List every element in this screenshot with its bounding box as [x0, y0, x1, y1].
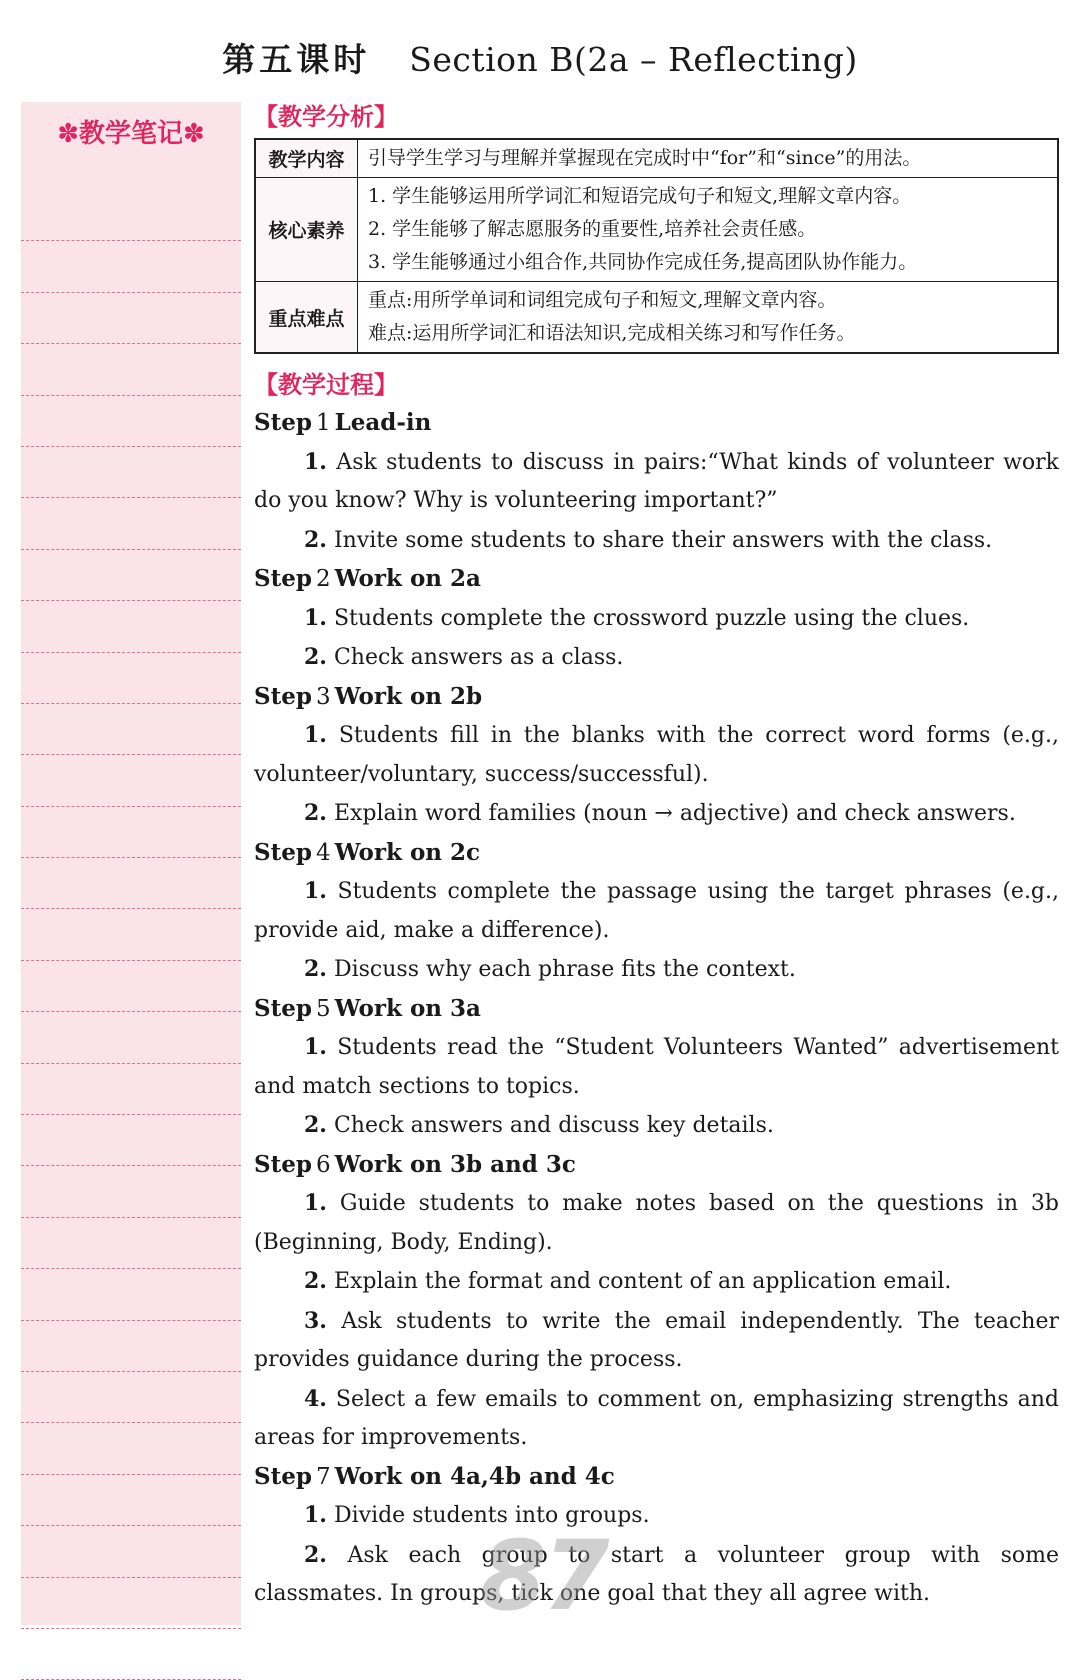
- analysis-row-label: 核心素养: [255, 178, 358, 282]
- note-line: [21, 447, 241, 498]
- note-line: [21, 755, 241, 806]
- step-item: [254, 599, 1059, 639]
- note-line: [21, 704, 241, 755]
- note-line: [21, 1423, 241, 1474]
- step-item: [254, 1184, 1059, 1262]
- analysis-row-text: [358, 282, 1059, 354]
- analysis-row: [255, 282, 1058, 354]
- note-line: [21, 1012, 241, 1063]
- item-text: Select a few emails to comment on, emphasizing strengths and areas for improvements.: [254, 1386, 1059, 1450]
- note-line: [21, 1475, 241, 1526]
- step-number: 5: [315, 995, 331, 1022]
- item-number: 2.: [304, 800, 327, 826]
- step-heading: [254, 404, 1059, 443]
- item-text: Ask each group to start a volunteer group with some classmates. In groups, tick one goal that they all agree with.: [254, 1542, 1059, 1606]
- step-title: Work on 3b and 3c: [334, 1150, 576, 1178]
- step-item: [254, 1496, 1059, 1536]
- main-content: [254, 100, 1059, 1614]
- step-label: Step: [254, 1150, 312, 1178]
- step-number: 6: [315, 1151, 331, 1178]
- item-number: 1.: [304, 722, 327, 748]
- step-item: [254, 443, 1059, 521]
- note-line: [21, 1321, 241, 1372]
- item-number: 1.: [304, 604, 327, 631]
- item-number: 2.: [304, 1268, 327, 1294]
- item-text: Divide students into groups.: [326, 1503, 650, 1528]
- item-text: Students read the “Student Volunteers Wanted” advertisement and match sections to topics.: [254, 1035, 1059, 1099]
- note-line: [21, 498, 241, 549]
- note-line: [21, 1526, 241, 1577]
- item-text: Students fill in the blanks with the correct word forms (e.g., volunteer/voluntary, success/successful).: [254, 723, 1059, 787]
- note-line: [21, 1269, 241, 1320]
- note-line: [21, 807, 241, 858]
- note-line: [21, 293, 241, 344]
- step-heading: [254, 834, 1059, 873]
- step-heading: [254, 1146, 1059, 1185]
- notes-sidebar: [21, 102, 241, 1625]
- note-line: [21, 601, 241, 652]
- step-label: Step: [254, 565, 312, 592]
- step-title: Lead-in: [334, 409, 432, 436]
- step-item: [254, 1262, 1059, 1302]
- step-number: 2: [315, 566, 331, 592]
- step-number: 3: [315, 683, 331, 710]
- analysis-row-text: [358, 178, 1059, 282]
- item-number: 3.: [304, 1307, 327, 1334]
- item-text: Ask students to write the email independently. The teacher provides guidance during the process.: [254, 1308, 1059, 1372]
- process-section: [254, 368, 1059, 1614]
- item-number: 1.: [304, 1034, 327, 1060]
- analysis-row-text: [358, 139, 1059, 178]
- note-line: [21, 961, 241, 1012]
- item-number: 2.: [304, 1112, 327, 1138]
- step-label: Step: [254, 994, 312, 1022]
- item-number: 2.: [304, 526, 327, 553]
- step-item: [254, 1106, 1059, 1146]
- analysis-row: [255, 178, 1058, 282]
- item-text: Check answers and discuss key details.: [326, 1113, 774, 1138]
- item-text: Discuss why each phrase fits the context.: [326, 957, 796, 982]
- note-line: [21, 1218, 241, 1269]
- analysis-line: 3. 学生能够通过小组合作,共同协作完成任务,提高团队协作能力。: [368, 251, 918, 273]
- analysis-line: 引导学生学习与理解并掌握现在完成时中“for”和“since”的用法。: [368, 147, 922, 169]
- analysis-line: 难点:运用所学词汇和语法知识,完成相关练习和写作任务。: [368, 322, 856, 344]
- item-number: 1.: [304, 448, 327, 475]
- page-number: 87: [480, 1520, 606, 1632]
- note-line: [21, 858, 241, 909]
- step-heading: [254, 990, 1059, 1029]
- item-text: Students complete the passage using the target phrases (e.g., provide aid, make a difference).: [254, 879, 1059, 943]
- item-number: 4.: [304, 1385, 327, 1412]
- step-item: [254, 521, 1059, 561]
- item-number: 2.: [304, 956, 327, 982]
- section-label: Section B(2a – Reflecting): [409, 40, 858, 79]
- step-item: [254, 1536, 1059, 1614]
- item-number: 1.: [304, 878, 327, 904]
- step-title: Work on 3a: [334, 994, 481, 1022]
- item-number: 2.: [304, 644, 327, 670]
- step-item: [254, 794, 1059, 834]
- step-label: Step: [254, 838, 312, 866]
- notes-lines: [21, 190, 241, 1680]
- analysis-line: 2. 学生能够了解志愿服务的重要性,培养社会责任感。: [368, 218, 817, 240]
- note-line: [21, 1115, 241, 1166]
- step-title: Work on 4a,4b and 4c: [334, 1462, 615, 1490]
- steps-list: [254, 404, 1059, 1614]
- note-line: [21, 550, 241, 601]
- step-number: 7: [315, 1463, 331, 1490]
- step-item: [254, 950, 1059, 990]
- item-text: Ask students to discuss in pairs:“What kinds of volunteer work do you know? Why is volunteering important?”: [254, 449, 1059, 513]
- item-number: 1.: [304, 1190, 327, 1216]
- analysis-row-label: 重点难点: [255, 282, 358, 354]
- step-item: [254, 716, 1059, 794]
- analysis-heading: 【教学分析】: [254, 103, 398, 131]
- note-line: [21, 1372, 241, 1423]
- note-line: [21, 653, 241, 704]
- process-heading: 【教学过程】: [254, 371, 398, 399]
- step-heading: [254, 678, 1059, 717]
- analysis-line: 重点:用所学单词和词组完成句子和短文,理解文章内容。: [368, 289, 837, 311]
- step-title: Work on 2b: [334, 682, 483, 710]
- step-title: Work on 2a: [334, 565, 481, 592]
- note-line: [21, 344, 241, 395]
- item-text: Explain word families (noun → adjective) and check answers.: [326, 801, 1016, 826]
- note-line: [21, 1629, 241, 1680]
- page-title: [0, 34, 1080, 81]
- step-item: [254, 1028, 1059, 1106]
- note-line: [21, 396, 241, 447]
- item-text: Check answers as a class.: [326, 645, 624, 670]
- note-line: [21, 1166, 241, 1217]
- step-heading: [254, 1458, 1059, 1497]
- step-label: Step: [254, 409, 312, 436]
- step-item: [254, 638, 1059, 678]
- item-text: Invite some students to share their answers with the class.: [326, 527, 993, 553]
- notes-heading: ✽教学笔记✽: [57, 119, 205, 149]
- note-line: [21, 1578, 241, 1629]
- analysis-line: 1. 学生能够运用所学词汇和短语完成句子和短文,理解文章内容。: [368, 185, 912, 207]
- analysis-row: [255, 139, 1058, 178]
- step-label: Step: [254, 682, 312, 710]
- item-text: Explain the format and content of an application email.: [326, 1269, 952, 1294]
- step-number: 4: [315, 839, 331, 866]
- step-number: 1: [315, 410, 331, 436]
- item-text: Guide students to make notes based on the questions in 3b (Beginning, Body, Ending).: [254, 1191, 1059, 1255]
- step-title: Work on 2c: [334, 838, 481, 866]
- note-line: [21, 1064, 241, 1115]
- analysis-table: [254, 138, 1059, 354]
- item-text: Students complete the crossword puzzle using the clues.: [326, 605, 970, 631]
- step-label: Step: [254, 1462, 312, 1490]
- step-item: [254, 1302, 1059, 1380]
- note-line: [21, 909, 241, 960]
- analysis-row-label: 教学内容: [255, 139, 358, 178]
- item-number: 2.: [304, 1541, 327, 1568]
- step-item: [254, 1380, 1059, 1458]
- note-line: [21, 241, 241, 292]
- note-line: [21, 190, 241, 241]
- step-heading: [254, 560, 1059, 599]
- step-item: [254, 872, 1059, 950]
- item-number: 1.: [304, 1502, 327, 1528]
- lesson-label: 第五课时: [222, 40, 371, 79]
